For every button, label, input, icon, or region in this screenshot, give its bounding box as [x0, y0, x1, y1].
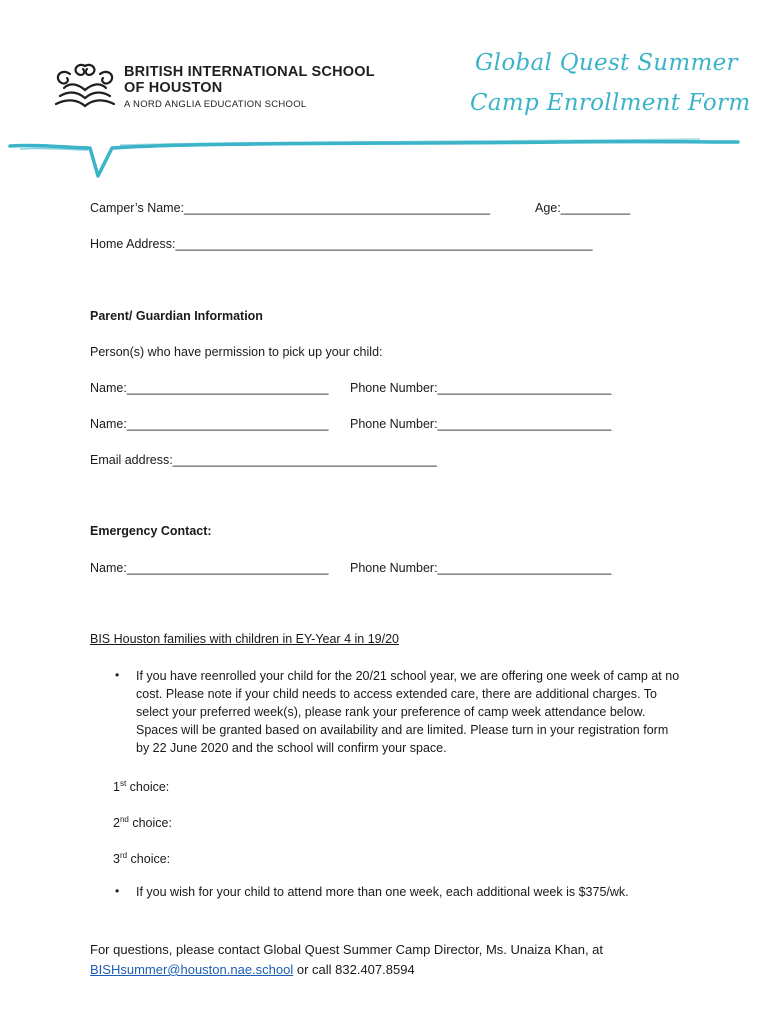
emergency-phone-field[interactable]: Phone Number:_________________________	[350, 561, 612, 575]
pickup-permission-text: Person(s) who have permission to pick up your child:	[90, 345, 383, 359]
school-name-line1: BRITISH INTERNATIONAL SCHOOL	[124, 64, 375, 80]
age-field[interactable]: Age:__________	[535, 201, 631, 215]
campers-name-field[interactable]: Camper’s Name:____________________________________________	[90, 201, 490, 215]
school-name	[124, 64, 375, 96]
first-choice-label: 1st choice:	[113, 779, 170, 795]
header-swoosh-divider	[0, 130, 770, 186]
reenrollment-paragraph: If you have reenrolled your child for the 20/21 school year, we are offering one week of camp at no cost. Please note if your child needs to access extended care, there are additional charges. To select your preferred week(s), please rank your preference of camp week attendance below. Spaces will be granted based on availability and are limited. Please turn in your registration form by 22 June 2020 and the school will confirm your space.	[136, 669, 680, 755]
contact-email-link[interactable]: BISHsummer@houston.nae.school	[90, 962, 294, 977]
school-crest-logo	[50, 60, 120, 112]
second-choice-label: 2nd choice:	[113, 815, 172, 831]
pickup-phone-field-2[interactable]: Phone Number:_________________________	[350, 417, 612, 431]
bullet-icon: •	[115, 884, 120, 898]
form-title-line1: Global Quest Summer	[475, 50, 738, 76]
email-address-field[interactable]: Email address:______________________________________	[90, 453, 437, 467]
form-title-line2: Camp Enrollment Form	[470, 90, 751, 116]
third-choice-label: 3rd choice:	[113, 851, 171, 867]
pickup-name-field-1[interactable]: Name:_____________________________	[90, 381, 329, 395]
pickup-phone-field-1[interactable]: Phone Number:_________________________	[350, 381, 612, 395]
emergency-contact-heading: Emergency Contact:	[90, 524, 212, 538]
additional-week-text: If you wish for your child to attend more than one week, each additional week is $375/wk.	[136, 885, 629, 899]
families-section-heading: BIS Houston families with children in EY-Year 4 in 19/20	[90, 632, 399, 646]
pickup-name-field-2[interactable]: Name:_____________________________	[90, 417, 329, 431]
contact-phone-text: or call 832.407.8594	[293, 962, 415, 977]
emergency-name-field[interactable]: Name:_____________________________	[90, 561, 329, 575]
school-name-line2: OF HOUSTON	[124, 80, 223, 96]
home-address-field[interactable]: Home Address:____________________________________________________________	[90, 237, 593, 251]
parent-guardian-heading: Parent/ Guardian Information	[90, 309, 263, 323]
school-subtitle: A NORD ANGLIA EDUCATION SCHOOL	[124, 99, 307, 110]
bullet-icon: •	[115, 668, 120, 682]
contact-line-2	[90, 960, 415, 980]
contact-line: For questions, please contact Global Quest Summer Camp Director, Ms. Unaiza Khan, at	[90, 942, 604, 957]
